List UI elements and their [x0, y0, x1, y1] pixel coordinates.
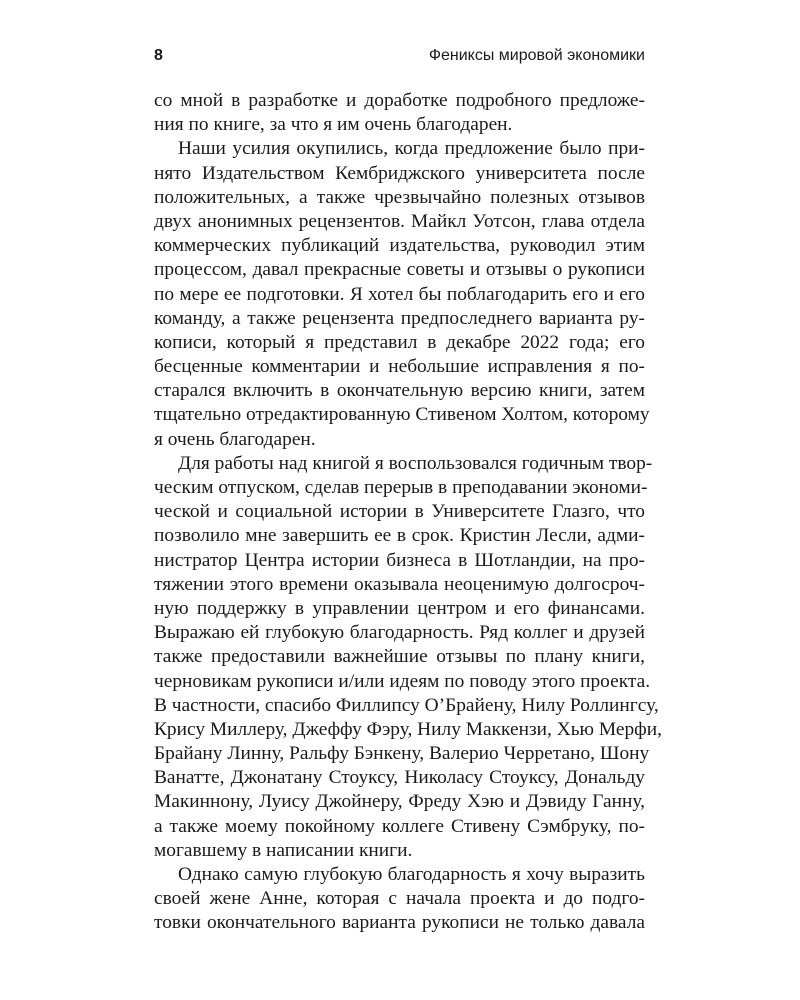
- text-line: Выражаю ей глубокую благодарность. Ряд коллег и друзей: [154, 622, 645, 644]
- text-line: Для работы над книгой я воспользовался годичным твор-: [178, 452, 653, 474]
- text-line: процессом, давал прекрасные советы и отзывы о рукописи: [154, 259, 645, 281]
- text-line: позволило мне завершить ее в срок. Кристин Лесли, адми-: [154, 525, 645, 547]
- running-header: [154, 44, 645, 68]
- text-line: своей жене Анне, которая с начала проекта и до подго-: [154, 888, 645, 910]
- paragraph-1: [154, 89, 645, 137]
- paragraph-2: [154, 137, 650, 451]
- paragraph-3: [154, 452, 662, 863]
- text-line: Наши усилия окупились, когда предложение было при-: [178, 138, 645, 160]
- text-line: Брайану Линну, Ральфу Бэнкену, Валерио Черретано, Шону: [154, 743, 650, 765]
- text-line: я очень благодарен.: [154, 428, 316, 450]
- text-line: старался включить в окончательную версию книги, затем: [154, 380, 645, 402]
- text-line: кописи, который я представил в декабре 2022 года; его: [154, 331, 645, 353]
- text-line: тяжении этого времени оказывала неоценимую долгосроч-: [154, 573, 645, 595]
- text-line: Макиннону, Луису Джойнеру, Фреду Хэю и Дэвиду Ганну,: [154, 791, 645, 813]
- text-line: по мере ее подготовки. Я хотел бы поблагодарить его и его: [154, 283, 645, 305]
- body-text: [154, 89, 662, 936]
- text-line: нято Издательством Кембриджского университета после: [154, 162, 645, 184]
- running-title: Фениксы мировой экономики: [428, 47, 645, 64]
- text-line: могавшему в написании книги.: [154, 839, 413, 861]
- text-line: ческой и социальной истории в Университете Глазго, что: [154, 501, 645, 523]
- page-number: 8: [154, 47, 163, 64]
- text-line: также предоставили важнейшие отзывы по плану книги,: [154, 646, 645, 668]
- text-line: команду, а также рецензента предпоследнего варианта ру-: [154, 307, 645, 329]
- text-line: нистратор Центра истории бизнеса в Шотландии, на про-: [154, 549, 645, 571]
- text-line: В частности, спасибо Филлипсу О’Брайену, Нилу Роллингсу,: [154, 694, 659, 716]
- text-line: положительных, а также чрезвычайно полезных отзывов: [154, 186, 645, 208]
- text-line: бесценные комментарии и небольшие исправления я по-: [154, 356, 645, 378]
- text-line: а также моему покойному коллеге Стивену Сэмбруку, по-: [154, 815, 645, 837]
- text-line: Крису Миллеру, Джеффу Фэру, Нилу Маккензи, Хью Мерфи,: [154, 718, 662, 740]
- text-line: черновикам рукописи и/или идеям по поводу этого проекта.: [154, 670, 651, 692]
- text-line: коммерческих публикаций издательства, руководил этим: [154, 235, 645, 257]
- text-line: ческим отпуском, сделав перерыв в преподавании экономи-: [154, 477, 648, 498]
- text-line: Ванатте, Джонатану Стоуксу, Николасу Стоуксу, Дональду: [154, 767, 645, 789]
- text-line: Однако самую глубокую благодарность я хочу выразить: [178, 864, 645, 885]
- text-line: ную поддержку в управлении центром и его финансами.: [154, 597, 645, 619]
- text-line: со мной в разработке и доработке подробного предложе-: [154, 90, 645, 111]
- text-line: тщательно отредактированную Стивеном Холтом, которому: [154, 404, 650, 426]
- paragraph-4: [154, 863, 645, 936]
- text-line: ния по книге, за что я им очень благодарен.: [154, 114, 513, 136]
- text-line: товки окончательного варианта рукописи не только давала: [154, 912, 645, 934]
- text-line: двух анонимных рецензентов. Майкл Уотсон, глава отдела: [154, 210, 645, 232]
